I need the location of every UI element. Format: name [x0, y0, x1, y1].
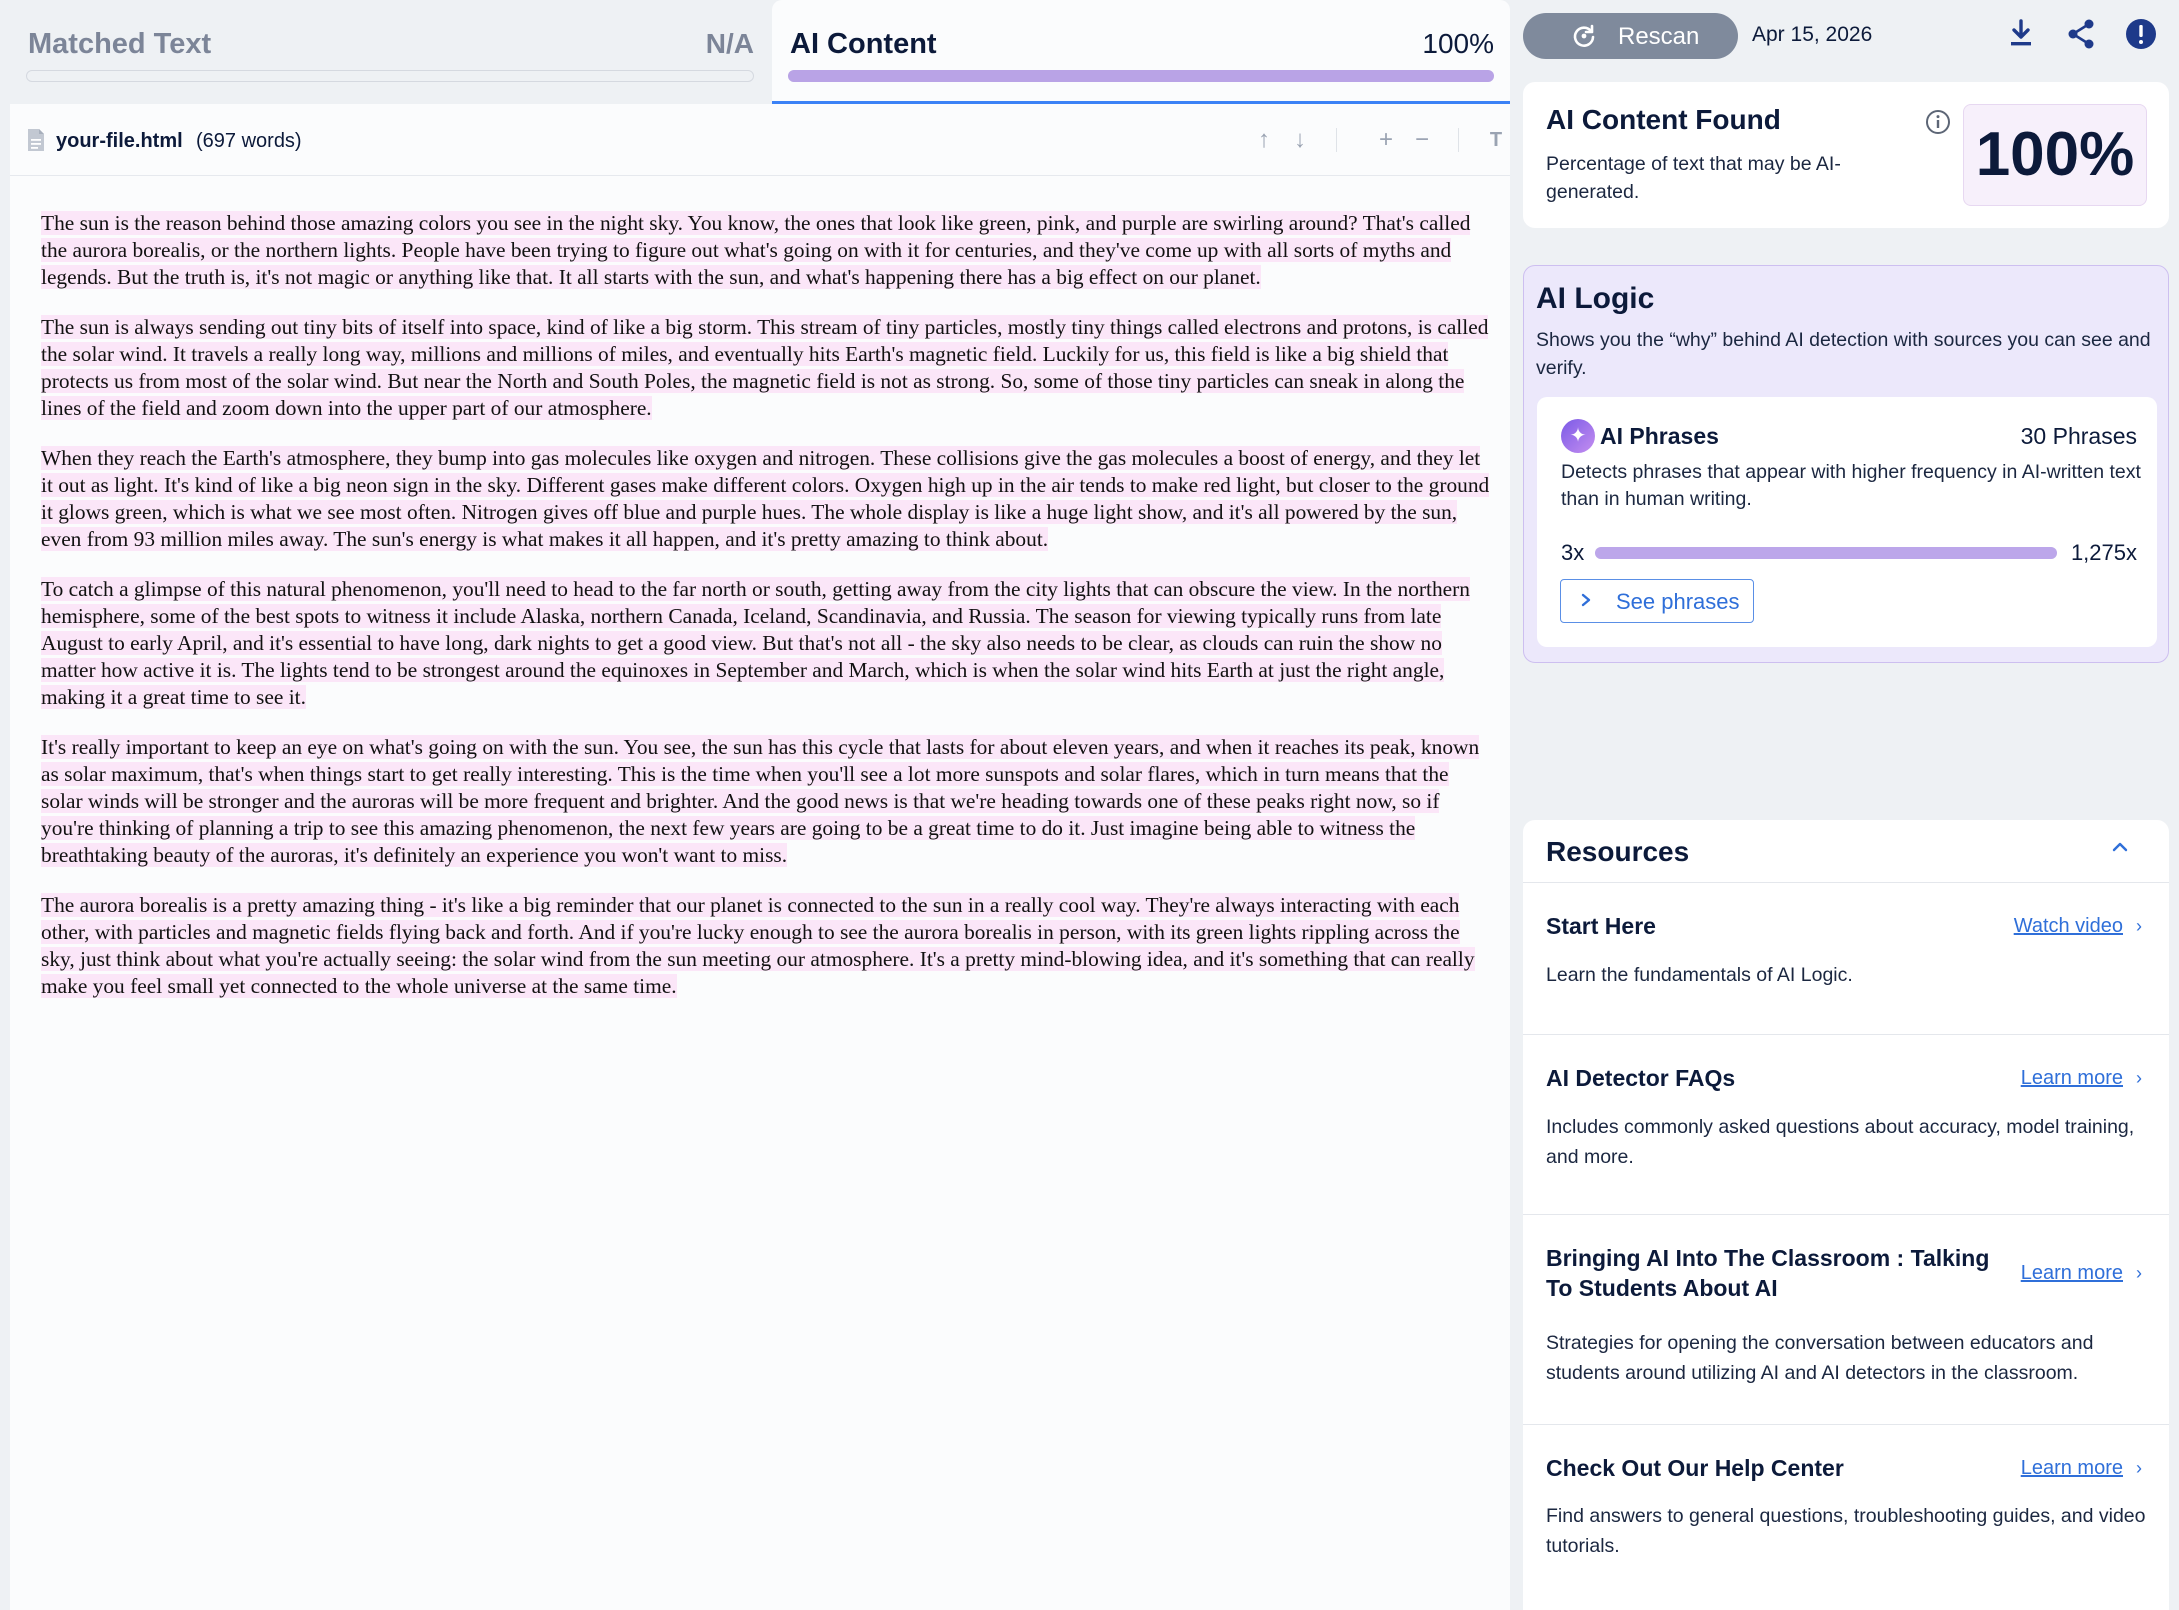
resource-description: Strategies for opening the conversation between educators and students around utilizing AI and AI detectors in the classroom.	[1546, 1332, 2094, 1384]
chevron-right-icon: ›	[2136, 1263, 2142, 1283]
tab-matched-text[interactable]	[10, 0, 770, 104]
resources-title: Resources	[1546, 836, 1690, 867]
refresh-icon	[1571, 23, 1597, 56]
share-icon[interactable]	[2066, 18, 2096, 55]
tab-ai-content[interactable]	[772, 0, 1510, 104]
frequency-range-fill	[1595, 547, 2057, 559]
chevron-right-icon: ›	[2136, 916, 2142, 936]
paragraph	[41, 576, 1493, 711]
paragraph	[41, 210, 1493, 291]
resource-description: Find answers to general questions, troubleshooting guides, and video tutorials.	[1546, 1505, 2146, 1557]
resource-title: Bringing AI Into The Classroom : Talking To Students About AI	[1546, 1245, 1990, 1301]
tab-matched-label: Matched Text	[28, 28, 212, 60]
file-name: your-file.html	[56, 130, 183, 152]
zoom-out-icon[interactable]: −	[1414, 126, 1429, 153]
download-icon[interactable]	[2007, 18, 2035, 53]
result-tabs	[10, 0, 1510, 104]
frequency-min: 3x	[1561, 540, 1585, 565]
resource-description: Learn the fundamentals of AI Logic.	[1546, 964, 1853, 986]
matched-progress-bar	[26, 70, 754, 82]
paragraph	[41, 734, 1493, 869]
zoom-in-icon[interactable]: +	[1378, 126, 1393, 153]
resource-item	[1523, 1424, 2169, 1610]
chevron-right-icon: ›	[2136, 1068, 2142, 1088]
resources-panel	[1523, 820, 2169, 1610]
ai-progress-bar	[788, 70, 1494, 82]
resource-description: Includes commonly asked questions about accuracy, model training, and more.	[1546, 1116, 2135, 1168]
found-description: Percentage of text that may be AI-generated.	[1546, 153, 1841, 203]
ai-logic-card	[1523, 265, 2169, 663]
paragraph	[41, 445, 1493, 553]
chevron-right-icon: ›	[2136, 1458, 2142, 1478]
highlighted-text: The sun is always sending out tiny bits of itself into space, kind of like a big storm. This stream of tiny particles, mostly tiny things called electrons and protons, is called the solar wind. It travels a really long way, millions and millions of miles, and eventually hits Earth's magnetic field. Luckily for us, this field is like a big shield that protects us from most of the solar wind. But near the North and South Poles, the magnetic field is not as strong. So, some of those tiny particles can sneak in along the lines of the field and zoom down into the upper part of our atmosphere.	[41, 315, 1489, 420]
ai-phrases-box	[1537, 397, 2157, 647]
resource-title: Start Here	[1546, 913, 1656, 939]
frequency-max: 1,275x	[2070, 540, 2137, 565]
ai-content-found-card	[1523, 82, 2169, 228]
word-count: (697 words)	[196, 130, 302, 152]
chevron-right-icon	[1579, 588, 1593, 618]
resource-link[interactable]: Learn more	[2020, 1262, 2123, 1284]
tab-matched-value: N/A	[705, 28, 754, 59]
resource-link[interactable]: Watch video	[2013, 915, 2123, 937]
resource-item	[1523, 1214, 2169, 1424]
highlighted-text: The aurora borealis is a pretty amazing thing - it's like a big reminder that our planet is connected to the sun in a really cool way. They're always interacting with each other, with particles and magnetic fields flying back and forth. And if you're lucky enough to see the aurora borealis in person, with its green lights rippling across the sky, just think about what you're actually seeing: the solar wind from the sun meeting our atmosphere. It's a pretty mind-blowing idea, and it's something that can really make you feel small yet connected to the whole universe at the same time.	[41, 893, 1475, 998]
document-panel	[10, 0, 1510, 1610]
frequency-range-bar	[1595, 547, 2057, 559]
font-size-icon[interactable]: T	[1489, 129, 1503, 151]
resource-title: AI Detector FAQs	[1546, 1065, 1736, 1091]
highlighted-text: It's really important to keep an eye on what's going on with the sun. You see, the sun has this cycle that lasts for about eleven years, and when it reaches its peak, known as solar maximum, that's when things start to get really interesting. This is the time when you'll see a lot more sunspots and solar flares, which in turn means that the solar winds will be stronger and the auroras will be more frequent and brighter. And the good news is that we're heading towards one of these peaks right now, so if you're thinking of planning a trip to see this amazing phenomenon, the next few years are going to be a great time to do it. Just imagine being able to witness the breathtaking beauty of the auroras, it's definitely an experience you won't want to miss.	[41, 735, 1480, 867]
rescan-label: Rescan	[1618, 23, 1700, 50]
arrow-down-icon[interactable]: ↓	[1294, 126, 1306, 153]
see-phrases-label: See phrases	[1616, 589, 1740, 614]
rescan-button[interactable]	[1523, 13, 1738, 59]
resource-title: Check Out Our Help Center	[1546, 1455, 1844, 1481]
scan-date: Apr 15, 2026	[1752, 23, 1873, 46]
tab-ai-label: AI Content	[790, 28, 937, 60]
found-title: AI Content Found	[1546, 104, 1781, 135]
document-text	[41, 210, 1493, 1023]
highlighted-text: The sun is the reason behind those amazing colors you see in the night sky. You know, the ones that look like green, pink, and purple are swirling around? That's called the aurora borealis, or the northern lights. People have been trying to figure out what's going on with it for centuries, and they've come up with all sorts of myths and legends. But the truth is, it's not magic or anything like that. It all starts with the sun, and what's happening there has a big effect on our planet.	[41, 211, 1471, 289]
paragraph	[41, 314, 1493, 422]
chevron-up-icon[interactable]	[2111, 840, 2129, 859]
ai-progress-fill	[788, 70, 1494, 82]
logic-title: AI Logic	[1536, 282, 1655, 315]
phrases-count: 30 Phrases	[2020, 423, 2137, 449]
resource-link[interactable]: Learn more	[2020, 1457, 2123, 1479]
alert-icon[interactable]	[2125, 18, 2157, 55]
phrases-title: AI Phrases	[1600, 423, 1719, 449]
phrases-description: Detects phrases that appear with higher frequency in AI-written text than in human writing.	[1561, 461, 2141, 510]
tab-ai-value: 100%	[1422, 28, 1494, 59]
highlighted-text: To catch a glimpse of this natural phenomenon, you'll need to head to the far north or south, getting away from the city lights that can obscure the view. In the northern hemisphere, some of the best spots to witness it include Alaska, northern Canada, Iceland, Scandinavia, and Russia. The season for viewing typically runs from late August to early April, and it's essential to have long, dark nights to get a good view. But that's not all - the sky also needs to be clear, as clouds can ruin the show no matter how active it is. The lights tend to be strongest around the equinoxes in September and March, which is when the solar wind hits Earth at just the right angle, making it a great time to see it.	[41, 577, 1470, 709]
highlighted-text: When they reach the Earth's atmosphere, they bump into gas molecules like oxygen and nitrogen. These collisions give the gas molecules a boost of energy, and they let it out as light. It's kind of like a big neon sign in the sky. Different gases make different colors. Oxygen high up in the air tends to make red light, but closer to the ground it glows green, which is what we see most often. Nitrogen gives off blue and purple hues. The whole display is like a huge light show, and it's all powered by the sun, even from 93 million miles away. The sun's energy is what makes it all happen, and it's pretty amazing to think about.	[41, 446, 1490, 551]
info-icon[interactable]	[1925, 109, 1951, 140]
resource-item	[1523, 882, 2169, 1034]
paragraph	[41, 892, 1493, 1000]
resource-item	[1523, 1034, 2169, 1214]
ai-score: 100%	[1963, 104, 2147, 206]
resource-link[interactable]: Learn more	[2020, 1067, 2123, 1089]
file-icon	[26, 128, 46, 157]
file-toolbar	[10, 104, 1510, 176]
toolbar-divider	[1336, 128, 1337, 152]
toolbar-divider	[1458, 128, 1459, 152]
arrow-up-icon[interactable]: ↑	[1258, 126, 1270, 153]
see-phrases-button[interactable]	[1560, 579, 1754, 623]
sparkle-icon: ✦	[1561, 419, 1595, 453]
logic-description: Shows you the “why” behind AI detection with sources you can see and verify.	[1536, 329, 2151, 379]
